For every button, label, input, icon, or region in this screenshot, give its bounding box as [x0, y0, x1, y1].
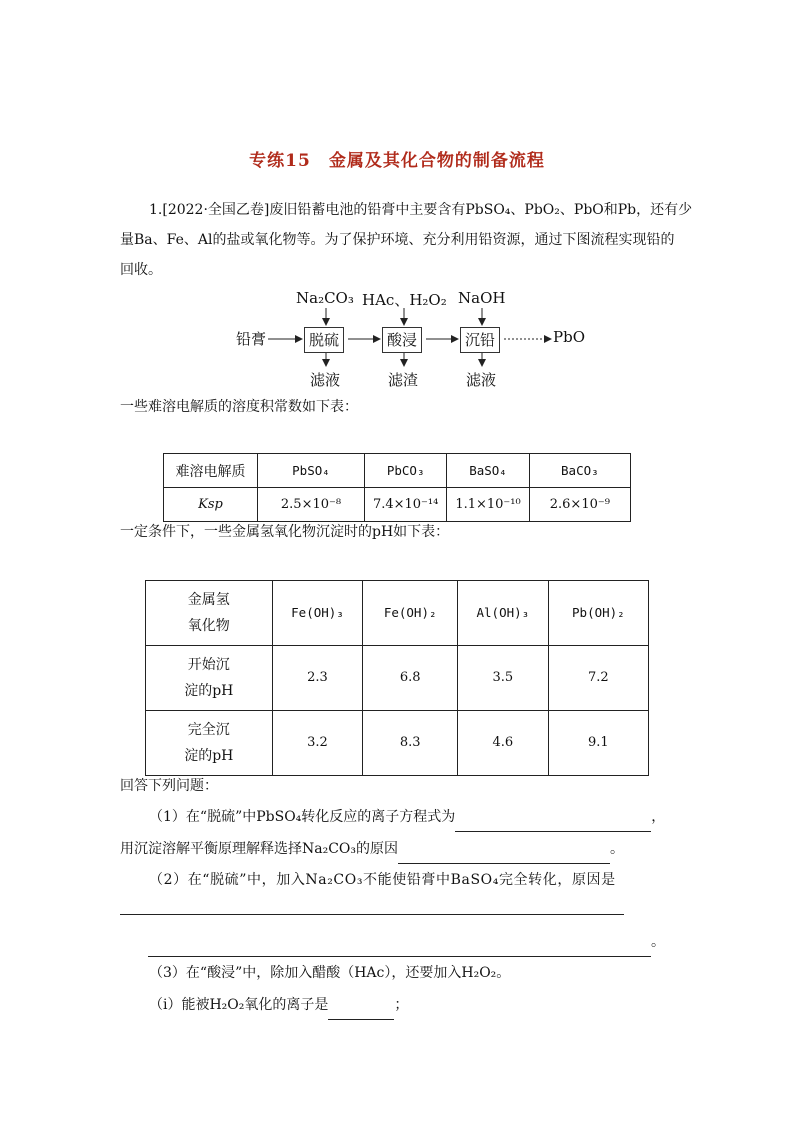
table2-intro: 一定条件下，一些金属氢氧化物沉淀时的pH如下表： — [120, 524, 450, 540]
table-cell: 3.2 — [272, 711, 363, 776]
answer-blank-2-line1[interactable] — [120, 914, 624, 915]
question-3: （3）在“酸浸”中，除加入醋酸（HAc），还要加入H₂O₂。 — [149, 965, 511, 981]
question-2-line2 — [148, 928, 665, 957]
answer-blank-1b[interactable] — [398, 847, 610, 864]
row-label-line: 完全沉 — [187, 722, 230, 738]
table-cell: 3.5 — [457, 646, 548, 711]
table-header: Fe(OH)₃ — [272, 581, 363, 646]
table-cell: 8.3 — [363, 711, 458, 776]
intro-line-2: 量Ba、Fe、Al的盐或氧化物等。为了保护环境、充分利用铅资源，通过下图流程实现铅的 — [120, 232, 675, 248]
page-title: 专练15 金属及其化合物的制备流程 — [249, 151, 545, 171]
question-1b — [120, 835, 624, 864]
questions-lead: 回答下列问题： — [120, 778, 218, 794]
question-2-end: 。 — [651, 934, 665, 950]
table-header: Fe(OH)₂ — [363, 581, 458, 646]
answer-blank-1a[interactable] — [455, 815, 651, 832]
step-desulfurize: 脱硫 — [304, 327, 344, 353]
row-label-line: 开始沉 — [187, 657, 230, 673]
table-row — [146, 646, 649, 711]
table-row — [164, 454, 631, 488]
table-cell: 2.6×10⁻⁹ — [529, 488, 630, 522]
table-header: PbCO₃ — [364, 454, 446, 488]
ph-table — [145, 580, 649, 776]
question-1a — [149, 803, 665, 832]
table-cell: 6.8 — [363, 646, 458, 711]
table-header: 难溶电解质 — [164, 454, 258, 488]
table-cell: 2.5×10⁻⁸ — [257, 488, 364, 522]
table-cell: 2.3 — [272, 646, 363, 711]
row-label-line: 淀的pH — [184, 683, 234, 699]
question-3i-end: ； — [394, 997, 409, 1013]
answer-blank-3i[interactable] — [328, 1003, 394, 1020]
step-precipitate: 沉铅 — [460, 327, 500, 353]
answer-blank-2-line2[interactable] — [148, 940, 651, 957]
question-1b-end: 。 — [610, 841, 625, 857]
table-header: BaSO₄ — [447, 454, 529, 488]
table-header — [146, 581, 273, 646]
intro-line-3: 回收。 — [120, 262, 162, 278]
table-header: Pb(OH)₂ — [548, 581, 648, 646]
table-header: Al(OH)₃ — [457, 581, 548, 646]
output-filtrate-1: 滤液 — [310, 371, 341, 389]
table-header-line: 金属氢 — [187, 592, 230, 608]
question-3i-text: （ⅰ）能被H₂O₂氧化的离子是 — [149, 997, 329, 1013]
table-cell: 7.4×10⁻¹⁴ — [364, 488, 446, 522]
table-cell: 4.6 — [457, 711, 548, 776]
question-1b-text: 用沉淀溶解平衡原理解释选择Na₂CO₃的原因 — [120, 841, 399, 857]
table-cell: 1.1×10⁻¹⁰ — [447, 488, 529, 522]
table-row — [146, 711, 649, 776]
question-1a-end: ， — [651, 809, 666, 825]
row-label-line: 淀的pH — [184, 748, 234, 764]
table-cell — [146, 711, 273, 776]
question-1a-text: （1）在“脱硫”中PbSO₄转化反应的离子方程式为 — [149, 809, 456, 825]
table1-intro: 一些难溶电解质的溶度积常数如下表： — [120, 399, 358, 415]
table-cell: 9.1 — [548, 711, 648, 776]
question-3i — [149, 991, 408, 1020]
step-acid-leach: 酸浸 — [382, 327, 422, 353]
reagent-precipitate: NaOH — [458, 289, 506, 307]
reagent-desulfurize: Na₂CO₃ — [296, 289, 354, 307]
flow-product: PbO — [553, 328, 585, 346]
table-cell: 7.2 — [548, 646, 648, 711]
table-header: PbSO₄ — [257, 454, 364, 488]
ksp-table — [163, 453, 631, 522]
intro-line-1: 1.[2022·全国乙卷]废旧铅蓄电池的铅膏中主要含有PbSO₄、PbO₂、PbO和Pb，还有少 — [149, 202, 693, 218]
reagent-acid-leach: HAc、H₂O₂ — [362, 291, 447, 309]
table-cell — [146, 646, 273, 711]
table-header-line: 氧化物 — [187, 618, 230, 634]
flow-start: 铅膏 — [236, 330, 267, 348]
output-residue: 滤渣 — [388, 371, 419, 389]
table-row — [146, 581, 649, 646]
table-row — [164, 488, 631, 522]
process-flow-diagram — [220, 286, 600, 392]
table-header: BaCO₃ — [529, 454, 630, 488]
output-filtrate-2: 滤液 — [466, 371, 497, 389]
question-2: （2）在“脱硫”中，加入Na₂CO₃不能使铅膏中BaSO₄完全转化，原因是 — [149, 872, 616, 888]
table-cell: Ksp — [164, 488, 258, 522]
